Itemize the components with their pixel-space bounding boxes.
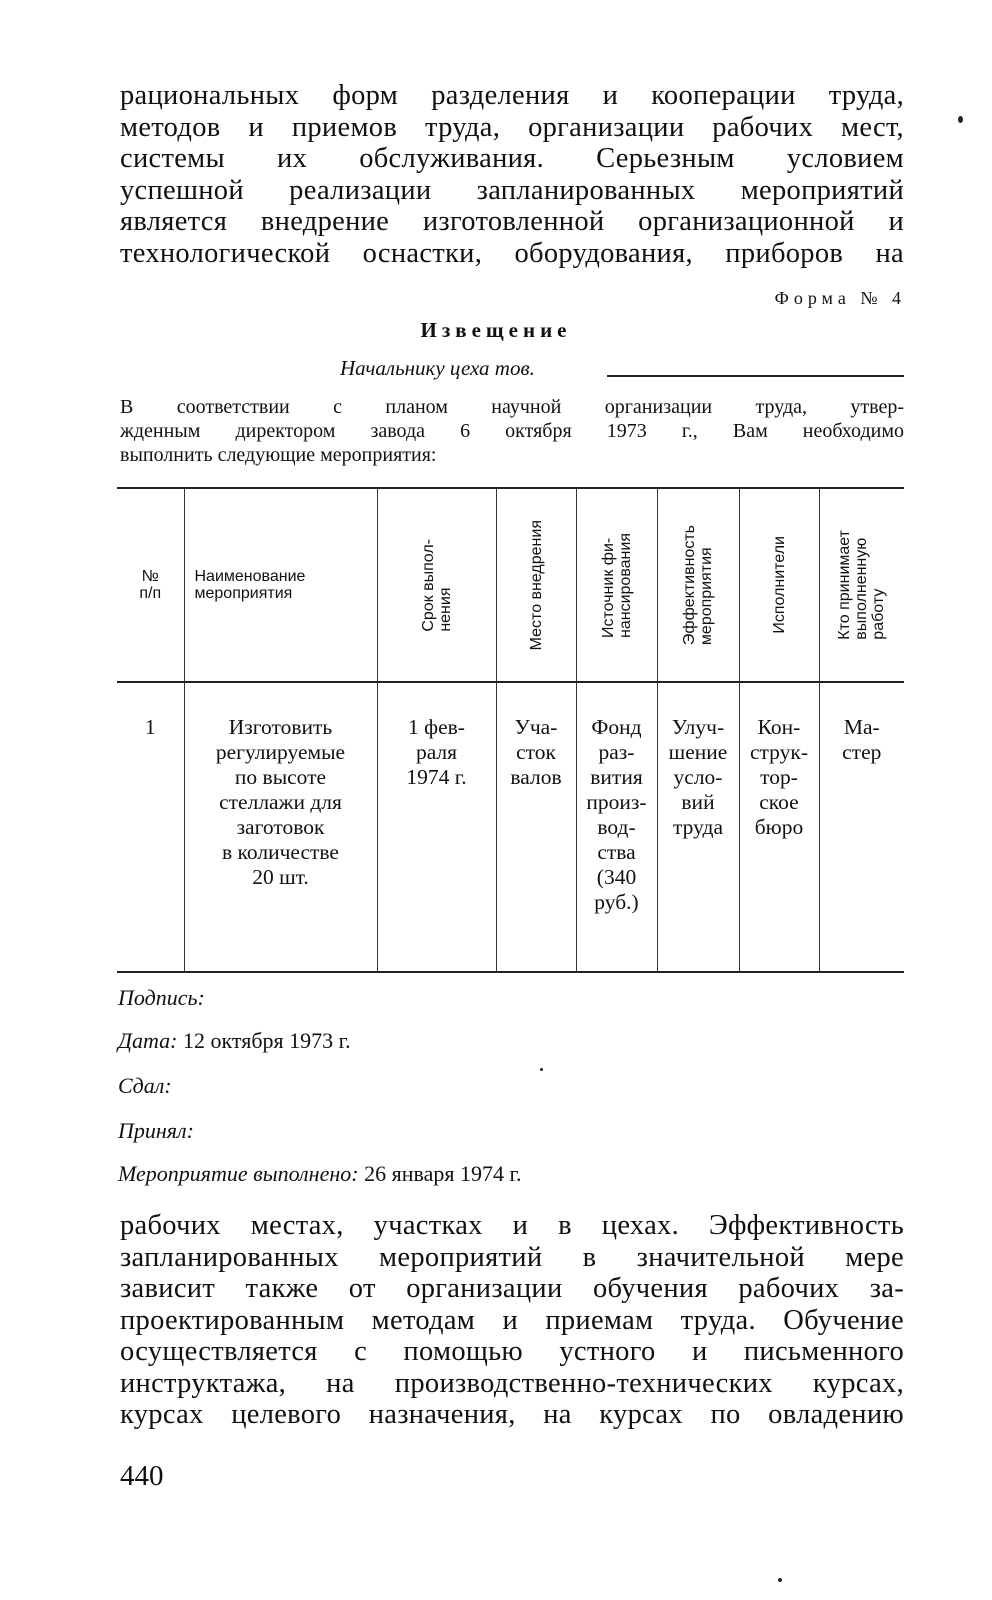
header-executors: Исполнители xyxy=(739,488,819,682)
text-line: успешной реализации запланированных мероприятий xyxy=(120,174,904,206)
bottom-paragraph xyxy=(120,1210,904,1431)
text-line: запланированных мероприятий в значительной мере xyxy=(120,1241,904,1273)
text-line: является внедрение изготовленной организационной и xyxy=(120,206,904,237)
text-line: проектированным методам и приемам труда. Обучение xyxy=(120,1304,904,1336)
header-acceptor: Кто принимает выполненную работу xyxy=(819,488,904,682)
text-line: инструктажа, на производственно-технических курсах, xyxy=(120,1367,904,1399)
table-header-row xyxy=(117,488,904,682)
date-field: Дата: 12 октября 1973 г. xyxy=(118,1028,351,1053)
text-line: курсах целевого назначения, на курсах по овладению xyxy=(120,1399,904,1430)
table-row xyxy=(117,682,904,972)
intro-paragraph xyxy=(120,395,904,467)
form-number-label: Форма № 4 xyxy=(774,288,906,308)
cell-funding-source: Фонд раз- вития произ- вод- ства (340 руб.) xyxy=(576,682,657,972)
header-deadline: Срок выпол- нения xyxy=(377,488,496,682)
header-number: № п/п xyxy=(117,488,184,682)
text-line: технологической оснастки, оборудования, приборов на xyxy=(120,237,904,269)
header-place: Место внедрения xyxy=(496,488,576,682)
addressee-blank-line xyxy=(607,375,904,377)
text-line: осуществляется с помощью устного и письменного xyxy=(120,1336,904,1367)
print-speck xyxy=(778,1578,782,1582)
top-paragraph xyxy=(120,80,904,269)
completed-field: Мероприятие выполнено: 26 января 1974 г. xyxy=(118,1161,522,1186)
cell-measure-name: Изготовить регулируемые по высоте стеллажи для заготовок в количестве 20 шт. xyxy=(184,682,377,972)
measures-table xyxy=(117,487,904,973)
print-speck xyxy=(958,116,963,123)
addressee-label: Начальнику цеха тов. xyxy=(340,356,535,380)
header-measure-name: Наименование мероприятия xyxy=(184,488,377,682)
submitted-field: Сдал: xyxy=(118,1073,172,1098)
page-number: 440 xyxy=(120,1460,164,1492)
cell-number: 1 xyxy=(144,715,156,739)
header-effectiveness: Эффективность мероприятия xyxy=(657,488,739,682)
cell-deadline: 1 фев- раля 1974 г. xyxy=(377,682,496,972)
print-speck xyxy=(540,1068,543,1071)
text-line: зависит также от организации обучения рабочих за- xyxy=(120,1273,904,1304)
notice-title: Извещение xyxy=(420,318,572,342)
text-line: системы их обслуживания. Серьезным условием xyxy=(120,143,904,174)
text-line: методов и приемов труда, организации рабочих мест, xyxy=(120,111,904,143)
header-funding-source: Источник фи- нансирования xyxy=(576,488,657,682)
cell-acceptor: Ма- стер xyxy=(819,682,904,972)
text-line: рациональных форм разделения и кооперации труда, xyxy=(120,80,904,111)
text-line: В соответствии с планом научной организации труда, утвер- xyxy=(120,396,904,418)
text-line: рабочих местах, участках и в цехах. Эффективность xyxy=(120,1210,904,1241)
text-line: выполнить следующие мероприятия: xyxy=(120,444,437,466)
text-line: жденным директором завода 6 октября 1973 г., Вам необходимо xyxy=(120,420,904,442)
cell-place: Уча- сток валов xyxy=(496,682,576,972)
cell-effectiveness: Улуч- шение усло- вий труда xyxy=(657,682,739,972)
cell-executors: Кон- струк- тор- ское бюро xyxy=(739,682,819,972)
signature-field: Подпись: xyxy=(118,985,205,1010)
accepted-field: Принял: xyxy=(118,1118,194,1143)
